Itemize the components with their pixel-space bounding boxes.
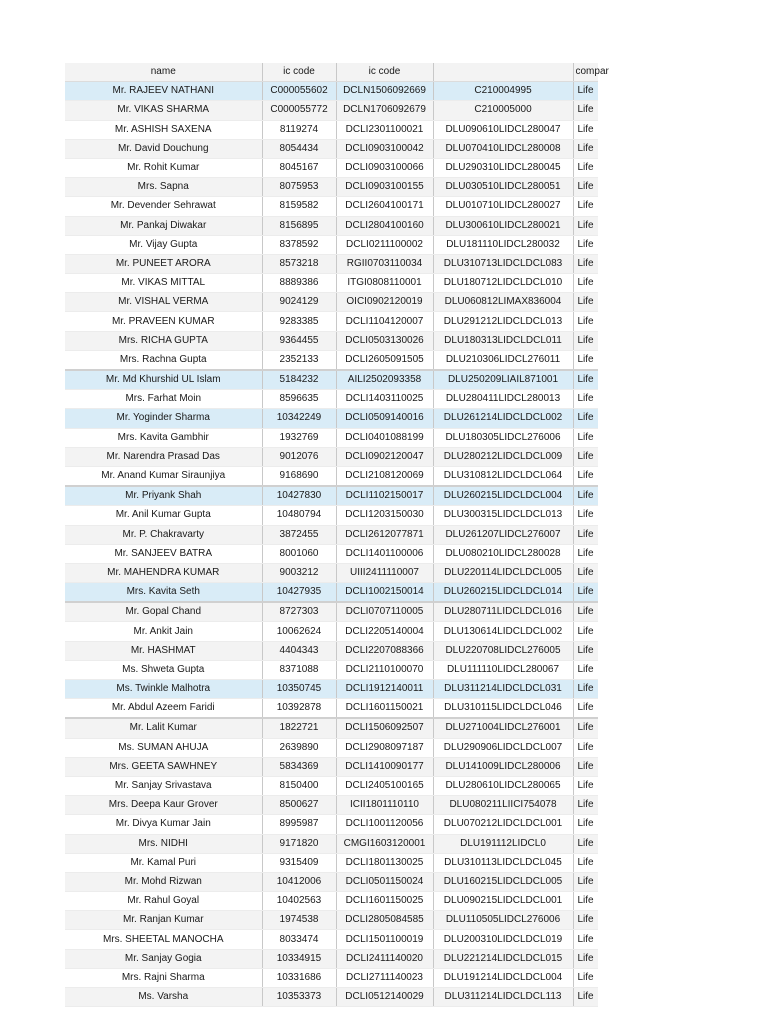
company-cell: Life (573, 506, 598, 525)
ic-code-2-cell: DCLI1501100019 (336, 930, 433, 949)
company-cell: Life (573, 428, 598, 447)
ic-code-2-cell: DCLI0707110005 (336, 602, 433, 622)
ic-code-2-cell: DCLI0401088199 (336, 428, 433, 447)
ic-code-2-cell: DCLI0501150024 (336, 872, 433, 891)
ic-code-2-cell: DCLI0903100042 (336, 139, 433, 158)
table-row (65, 139, 598, 158)
name-cell: Mrs. Deepa Kaur Grover (65, 796, 262, 815)
ic-code-2-cell: DCLI1001120056 (336, 815, 433, 834)
table-row (65, 486, 598, 506)
ic-code-2-cell: DCLN1506092669 (336, 82, 433, 101)
ic-code-cell: 10427935 (262, 583, 336, 603)
company-cell: Life (573, 312, 598, 331)
name-cell: Mr. MAHENDRA KUMAR (65, 563, 262, 582)
name-cell: Mr. PUNEET ARORA (65, 254, 262, 273)
company-cell: Life (573, 544, 598, 563)
company-cell: Life (573, 120, 598, 139)
table-row (65, 178, 598, 197)
code-cell: DLU030510LIDCL280051 (433, 178, 573, 197)
table-row (65, 968, 598, 987)
name-cell: Mrs. Rachna Gupta (65, 350, 262, 370)
code-cell: DLU220708LIDCL276005 (433, 641, 573, 660)
code-cell: DLU141009LIDCL280006 (433, 757, 573, 776)
code-cell: DLU311214LIDCLDCL031 (433, 680, 573, 699)
code-cell: DLU180313LIDCLDCL011 (433, 331, 573, 350)
ic-code-2-cell: ITGI0808110001 (336, 274, 433, 293)
ic-code-2-cell: CMGI1603120001 (336, 834, 433, 853)
table-row (65, 718, 598, 738)
name-cell: Mr. Divya Kumar Jain (65, 815, 262, 834)
code-cell: DLU191214LIDCLDCL004 (433, 968, 573, 987)
name-cell: Mr. Lalit Kumar (65, 718, 262, 738)
ic-code-2-cell: DCLI1403110025 (336, 390, 433, 409)
ic-code-cell: 5834369 (262, 757, 336, 776)
company-cell: Life (573, 293, 598, 312)
company-cell: Life (573, 274, 598, 293)
code-cell: DLU130614LIDCLDCL002 (433, 622, 573, 641)
ic-code-2-cell: DCLI2604100171 (336, 197, 433, 216)
table-row (65, 660, 598, 679)
ic-code-2-cell: AILI2502093358 (336, 370, 433, 390)
code-cell: DLU311214LIDCLDCL113 (433, 988, 573, 1007)
ic-code-cell: 10353373 (262, 988, 336, 1007)
company-cell: Life (573, 409, 598, 428)
ic-code-2-cell: DCLI2411140020 (336, 949, 433, 968)
name-cell: Ms. Varsha (65, 988, 262, 1007)
ic-code-2-cell: DCLI2108120069 (336, 466, 433, 486)
company-cell: Life (573, 390, 598, 409)
company-cell: Life (573, 699, 598, 719)
table-row (65, 506, 598, 525)
code-cell: DLU220114LIDCLDCL005 (433, 563, 573, 582)
company-cell: Life (573, 738, 598, 757)
company-cell: Life (573, 216, 598, 235)
ic-code-cell: 1822721 (262, 718, 336, 738)
name-cell: Mrs. NIDHI (65, 834, 262, 853)
table-row (65, 447, 598, 466)
ic-code-cell: 2639890 (262, 738, 336, 757)
name-cell: Mr. Anand Kumar Siraunjiya (65, 466, 262, 486)
company-cell: Life (573, 486, 598, 506)
ic-code-cell: 9171820 (262, 834, 336, 853)
company-cell: Life (573, 350, 598, 370)
code-cell: DLU310713LIDCLDCL083 (433, 254, 573, 273)
code-cell: DLU160215LIDCLDCL005 (433, 872, 573, 891)
company-cell: Life (573, 815, 598, 834)
ic-code-2-cell: DCLI0503130026 (336, 331, 433, 350)
code-cell: DLU090610LIDCL280047 (433, 120, 573, 139)
ic-code-2-cell: DCLI1601150025 (336, 892, 433, 911)
company-cell: Life (573, 796, 598, 815)
ic-code-cell: 8573218 (262, 254, 336, 273)
table-row (65, 544, 598, 563)
name-cell: Mr. Vijay Gupta (65, 235, 262, 254)
ic-code-2-cell: DCLI0512140029 (336, 988, 433, 1007)
ic-code-cell: 10342249 (262, 409, 336, 428)
company-cell: Life (573, 563, 598, 582)
table-row (65, 680, 598, 699)
company-cell: Life (573, 235, 598, 254)
code-cell: DLU260215LIDCLDCL014 (433, 583, 573, 603)
ic-code-2-cell: UIII2411110007 (336, 563, 433, 582)
table-row (65, 466, 598, 486)
ic-code-2-cell: DCLI1912140011 (336, 680, 433, 699)
code-cell: DLU310113LIDCLDCL045 (433, 853, 573, 872)
ic-code-cell: 8371088 (262, 660, 336, 679)
table-row (65, 949, 598, 968)
name-cell: Mr. Yoginder Sharma (65, 409, 262, 428)
ic-code-2-cell: OICI0902120019 (336, 293, 433, 312)
ic-code-2-cell: DCLI1506092507 (336, 718, 433, 738)
name-cell: Mr. David Douchung (65, 139, 262, 158)
ic-code-2-cell: RGII0703110034 (336, 254, 433, 273)
name-cell: Mr. Ranjan Kumar (65, 911, 262, 930)
ic-code-2-cell: ICII1801110110 (336, 796, 433, 815)
name-cell: Mr. Sanjay Srivastava (65, 776, 262, 795)
company-cell: Life (573, 718, 598, 738)
table-row (65, 872, 598, 891)
code-cell: DLU280411LIDCL280013 (433, 390, 573, 409)
ic-code-cell: 8159582 (262, 197, 336, 216)
code-cell: DLU080211LIICI754078 (433, 796, 573, 815)
table-row (65, 853, 598, 872)
ic-code-2-cell: DCLI0509140016 (336, 409, 433, 428)
ic-code-2-cell: DCLI2804100160 (336, 216, 433, 235)
code-cell: DLU291212LIDCLDCL013 (433, 312, 573, 331)
company-cell: Life (573, 834, 598, 853)
table-row (65, 428, 598, 447)
name-cell: Mr. Kamal Puri (65, 853, 262, 872)
name-cell: Mrs. Kavita Seth (65, 583, 262, 603)
ic-code-cell: 8889386 (262, 274, 336, 293)
table-row (65, 815, 598, 834)
ic-code-2-cell: DCLI2405100165 (336, 776, 433, 795)
company-cell: Life (573, 158, 598, 177)
name-cell: Mr. VISHAL VERMA (65, 293, 262, 312)
code-cell: C210004995 (433, 82, 573, 101)
company-cell: Life (573, 525, 598, 544)
name-cell: Mr. P. Chakravarty (65, 525, 262, 544)
ic-code-cell: 1932769 (262, 428, 336, 447)
code-cell: DLU180305LIDCL276006 (433, 428, 573, 447)
company-cell: Life (573, 101, 598, 120)
ic-code-cell: 8001060 (262, 544, 336, 563)
ic-code-cell: 4404343 (262, 641, 336, 660)
code-cell: DLU260215LIDCLDCL004 (433, 486, 573, 506)
ic-code-2-cell: DCLI1410090177 (336, 757, 433, 776)
ic-code-cell: 10392878 (262, 699, 336, 719)
ic-code-cell: 8995987 (262, 815, 336, 834)
ic-code-cell: 9168690 (262, 466, 336, 486)
company-cell: Life (573, 139, 598, 158)
name-cell: Mr. VIKAS MITTAL (65, 274, 262, 293)
ic-code-cell: 8150400 (262, 776, 336, 795)
table-row (65, 622, 598, 641)
code-cell: DLU200310LIDCLDCL019 (433, 930, 573, 949)
table-row (65, 641, 598, 660)
company-cell: Life (573, 680, 598, 699)
name-cell: Mr. Gopal Chand (65, 602, 262, 622)
table-row (65, 988, 598, 1007)
code-cell: DLU290906LIDCLDCL007 (433, 738, 573, 757)
table-header (65, 63, 609, 82)
ic-code-2-cell: DCLI1203150030 (336, 506, 433, 525)
header-name: name (65, 63, 262, 82)
ic-code-2-cell: DCLI2205140004 (336, 622, 433, 641)
ic-code-2-cell: DCLI2612077871 (336, 525, 433, 544)
table-row (65, 331, 598, 350)
table-row (65, 834, 598, 853)
table-row (65, 525, 598, 544)
name-cell: Mr. SANJEEV BATRA (65, 544, 262, 563)
ic-code-cell: 9024129 (262, 293, 336, 312)
table-row (65, 293, 598, 312)
header-ic-code: ic code (262, 63, 336, 82)
table-row (65, 930, 598, 949)
code-cell: DLU191112LIDCL0 (433, 834, 573, 853)
table-row (65, 892, 598, 911)
company-cell: Life (573, 447, 598, 466)
ic-code-2-cell: DCLI1801130025 (336, 853, 433, 872)
ic-code-2-cell: DCLN1706092679 (336, 101, 433, 120)
company-cell: Life (573, 872, 598, 891)
ic-code-2-cell: DCLI2110100070 (336, 660, 433, 679)
company-cell: Life (573, 968, 598, 987)
name-cell: Mr. Mohd Rizwan (65, 872, 262, 891)
code-cell: DLU221214LIDCLDCL015 (433, 949, 573, 968)
table-row (65, 254, 598, 273)
ic-code-cell: 9364455 (262, 331, 336, 350)
name-cell: Mr. VIKAS SHARMA (65, 101, 262, 120)
agents-table (65, 63, 609, 1007)
ic-code-cell: 10350745 (262, 680, 336, 699)
ic-code-cell: C000055772 (262, 101, 336, 120)
code-cell: DLU090215LIDCLDCL001 (433, 892, 573, 911)
company-cell: Life (573, 370, 598, 390)
ic-code-cell: 8054434 (262, 139, 336, 158)
ic-code-cell: 8156895 (262, 216, 336, 235)
name-cell: Mrs. GEETA SAWHNEY (65, 757, 262, 776)
ic-code-2-cell: DCLI2301100021 (336, 120, 433, 139)
table-body (65, 82, 598, 1007)
company-cell: Life (573, 466, 598, 486)
ic-code-cell: 9315409 (262, 853, 336, 872)
code-cell: DLU210306LIDCL276011 (433, 350, 573, 370)
code-cell: DLU180712LIDCLDCL010 (433, 274, 573, 293)
company-cell: Life (573, 583, 598, 603)
name-cell: Ms. SUMAN AHUJA (65, 738, 262, 757)
ic-code-cell: 3872455 (262, 525, 336, 544)
name-cell: Mrs. Kavita Gambhir (65, 428, 262, 447)
code-cell: DLU290310LIDCL280045 (433, 158, 573, 177)
code-cell: DLU280610LIDCL280065 (433, 776, 573, 795)
table-row (65, 158, 598, 177)
company-cell: Life (573, 178, 598, 197)
table-row (65, 738, 598, 757)
company-cell: Life (573, 641, 598, 660)
table-row (65, 120, 598, 139)
code-cell: DLU271004LIDCL276001 (433, 718, 573, 738)
ic-code-cell: 10331686 (262, 968, 336, 987)
name-cell: Mr. Ankit Jain (65, 622, 262, 641)
name-cell: Mr. Priyank Shah (65, 486, 262, 506)
code-cell: DLU070410LIDCL280008 (433, 139, 573, 158)
company-cell: Life (573, 853, 598, 872)
table-row (65, 82, 598, 101)
company-cell: Life (573, 892, 598, 911)
table-row (65, 235, 598, 254)
ic-code-cell: 10334915 (262, 949, 336, 968)
code-cell: DLU070212LIDCLDCL001 (433, 815, 573, 834)
name-cell: Ms. Twinkle Malhotra (65, 680, 262, 699)
table-row (65, 274, 598, 293)
ic-code-2-cell: DCLI1104120007 (336, 312, 433, 331)
company-cell: Life (573, 254, 598, 273)
ic-code-2-cell: DCLI0903100155 (336, 178, 433, 197)
code-cell: DLU010710LIDCL280027 (433, 197, 573, 216)
name-cell: Mr. Abdul Azeem Faridi (65, 699, 262, 719)
ic-code-cell: 10412006 (262, 872, 336, 891)
code-cell: DLU310812LIDCLDCL064 (433, 466, 573, 486)
company-cell: Life (573, 82, 598, 101)
ic-code-cell: 10402563 (262, 892, 336, 911)
ic-code-cell: 2352133 (262, 350, 336, 370)
table-row (65, 312, 598, 331)
ic-code-2-cell: DCLI2805084585 (336, 911, 433, 930)
company-cell: Life (573, 911, 598, 930)
ic-code-cell: 9003212 (262, 563, 336, 582)
name-cell: Mr. PRAVEEN KUMAR (65, 312, 262, 331)
code-cell: DLU250209LIAIL871001 (433, 370, 573, 390)
code-cell: DLU300610LIDCL280021 (433, 216, 573, 235)
ic-code-2-cell: DCLI1102150017 (336, 486, 433, 506)
ic-code-cell: 8500627 (262, 796, 336, 815)
code-cell: DLU261214LIDCLDCL002 (433, 409, 573, 428)
code-cell: DLU181110LIDCL280032 (433, 235, 573, 254)
ic-code-cell: C000055602 (262, 82, 336, 101)
ic-code-cell: 8727303 (262, 602, 336, 622)
name-cell: Mr. ASHISH SAXENA (65, 120, 262, 139)
ic-code-2-cell: DCLI0902120047 (336, 447, 433, 466)
company-cell: Life (573, 930, 598, 949)
table-row (65, 757, 598, 776)
ic-code-cell: 8075953 (262, 178, 336, 197)
ic-code-cell: 8033474 (262, 930, 336, 949)
table-row (65, 350, 598, 370)
ic-code-2-cell: DCLI1601150021 (336, 699, 433, 719)
ic-code-2-cell: DCLI0903100066 (336, 158, 433, 177)
ic-code-cell: 10480794 (262, 506, 336, 525)
name-cell: Mr. Md Khurshid UL Islam (65, 370, 262, 390)
ic-code-cell: 8596635 (262, 390, 336, 409)
ic-code-cell: 1974538 (262, 911, 336, 930)
table-row (65, 911, 598, 930)
table-row (65, 776, 598, 795)
table-row (65, 563, 598, 582)
company-cell: Life (573, 602, 598, 622)
name-cell: Mr. HASHMAT (65, 641, 262, 660)
spreadsheet-table-region (65, 63, 609, 1007)
name-cell: Mrs. RICHA GUPTA (65, 331, 262, 350)
ic-code-cell: 10062624 (262, 622, 336, 641)
company-cell: Life (573, 622, 598, 641)
ic-code-cell: 8378592 (262, 235, 336, 254)
name-cell: Mr. Rohit Kumar (65, 158, 262, 177)
code-cell: DLU060812LIMAX836004 (433, 293, 573, 312)
name-cell: Mr. Devender Sehrawat (65, 197, 262, 216)
header-code (433, 63, 573, 82)
ic-code-cell: 8045167 (262, 158, 336, 177)
name-cell: Ms. Shweta Gupta (65, 660, 262, 679)
ic-code-2-cell: DCLI1401100006 (336, 544, 433, 563)
ic-code-2-cell: DCLI2605091505 (336, 350, 433, 370)
table-row (65, 101, 598, 120)
ic-code-2-cell: DCLI1002150014 (336, 583, 433, 603)
name-cell: Mr. RAJEEV NATHANI (65, 82, 262, 101)
table-row (65, 796, 598, 815)
ic-code-cell: 8119274 (262, 120, 336, 139)
code-cell: DLU080210LIDCL280028 (433, 544, 573, 563)
header-company: compar (573, 63, 598, 82)
name-cell: Mr. Pankaj Diwakar (65, 216, 262, 235)
table-row (65, 216, 598, 235)
table-row (65, 370, 598, 390)
table-row (65, 602, 598, 622)
company-cell: Life (573, 660, 598, 679)
ic-code-2-cell: DCLI0211100002 (336, 235, 433, 254)
company-cell: Life (573, 757, 598, 776)
code-cell: DLU280711LIDCLDCL016 (433, 602, 573, 622)
code-cell: DLU310115LIDCLDCL046 (433, 699, 573, 719)
ic-code-cell: 5184232 (262, 370, 336, 390)
ic-code-cell: 9283385 (262, 312, 336, 331)
name-cell: Mrs. Farhat Moin (65, 390, 262, 409)
name-cell: Mrs. SHEETAL MANOCHA (65, 930, 262, 949)
header-ic-code-2: ic code (336, 63, 433, 82)
name-cell: Mr. Anil Kumar Gupta (65, 506, 262, 525)
ic-code-2-cell: DCLI2908097187 (336, 738, 433, 757)
name-cell: Mrs. Rajni Sharma (65, 968, 262, 987)
code-cell: DLU111110LIDCL280067 (433, 660, 573, 679)
company-cell: Life (573, 331, 598, 350)
ic-code-2-cell: DCLI2207088366 (336, 641, 433, 660)
company-cell: Life (573, 776, 598, 795)
name-cell: Mr. Narendra Prasad Das (65, 447, 262, 466)
code-cell: DLU300315LIDCLDCL013 (433, 506, 573, 525)
company-cell: Life (573, 988, 598, 1007)
name-cell: Mr. Rahul Goyal (65, 892, 262, 911)
ic-code-2-cell: DCLI2711140023 (336, 968, 433, 987)
ic-code-cell: 10427830 (262, 486, 336, 506)
ic-code-cell: 9012076 (262, 447, 336, 466)
code-cell: DLU280212LIDCLDCL009 (433, 447, 573, 466)
code-cell: C210005000 (433, 101, 573, 120)
company-cell: Life (573, 197, 598, 216)
name-cell: Mr. Sanjay Gogia (65, 949, 262, 968)
header-row (65, 63, 598, 82)
code-cell: DLU261207LIDCL276007 (433, 525, 573, 544)
table-row (65, 699, 598, 719)
table-row (65, 583, 598, 603)
table-row (65, 197, 598, 216)
name-cell: Mrs. Sapna (65, 178, 262, 197)
table-row (65, 390, 598, 409)
table-row (65, 409, 598, 428)
code-cell: DLU110505LIDCL276006 (433, 911, 573, 930)
company-cell: Life (573, 949, 598, 968)
